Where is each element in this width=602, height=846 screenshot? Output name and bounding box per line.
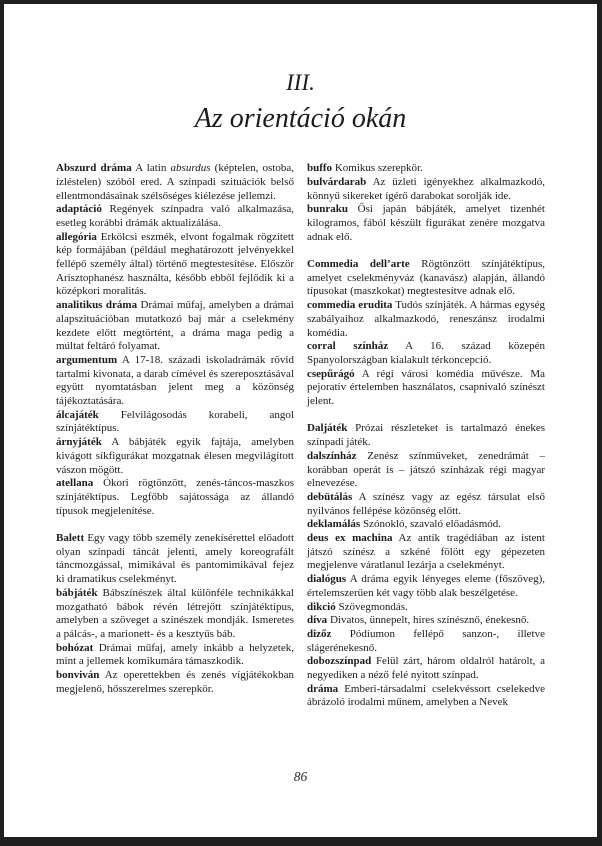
chapter-title: Az orientáció okán (194, 103, 407, 135)
glossary-columns (4, 162, 597, 710)
entry-term: álcajáték (56, 408, 99, 421)
glossary-entry: Balett Egy vagy több személy zenekísérettel előadott olyan színpadi táncát jelenti, amely koreografált táncmozgással, mimikával és pantomimikával fejez ki dramatikus cselekményt. (56, 532, 294, 586)
glossary-entry: buffo Komikus szerepkör. (307, 162, 423, 175)
entry-term: bunraku (307, 203, 348, 216)
entry-term: bábjáték (56, 586, 98, 599)
entry-term: corral színház (307, 340, 389, 353)
entry-term: árnyjáték (56, 436, 102, 449)
entry-term: adaptáció (56, 203, 102, 216)
glossary-entry: árnyjáték A bábjáték egyik fajtája, amelyben kivágott síkfigurákat mozgatnak élesen megvilágított vászon mögött. (56, 436, 294, 476)
page-number: 86 (293, 769, 308, 784)
entry-term: Abszurd dráma (56, 162, 132, 175)
glossary-entry: adaptáció Regények színpadra való alkalmazása, esetleg korábbi drámák aktualizálása. (56, 203, 294, 229)
entry-term: dizőz (307, 627, 332, 640)
glossary-entry: bulvárdarab Az üzleti igényekhez alkalmazkodó, könnyű sikereket ígérő darabokat sorolják ide. (307, 175, 545, 202)
entry-term: Balett (56, 532, 85, 545)
entry-term: commedia erudita (307, 299, 393, 312)
glossary-entry: argumentum A 17-18. századi iskoladrámák rövid tartalmi kivonata, a darab címével és szereposztásával együtt nyomtatásban jelent meg a közönség tájékoztatására. (56, 353, 294, 408)
chapter-number: III. (286, 70, 315, 95)
glossary-entry: csepűrágó A régi városi komédia művésze. Ma pejoratív értelemben használatos, csapnivaló színészt jelent. (307, 367, 545, 408)
entry-term: buffo (307, 162, 333, 175)
glossary-entry: commedia erudita Tudós színjáték. A hármas egység szabályaihoz alkalmazkodó, reneszánsz irodalmi komédia. (307, 299, 545, 339)
entry-term: bulvárdarab (307, 175, 367, 188)
entry-term: dobozszínpad (307, 655, 372, 668)
entry-term: dikció (307, 600, 336, 613)
glossary-column-left (56, 162, 294, 710)
glossary-entry: allegória Erkölcsi eszmék, elvont fogalmak rögzített kép formájában (például meghatározott jelvényekkel fellépő személy által) történő megtestesítése. Először Arisztophanész használta, később ebből fejlődik ki a középkori moralitás. (56, 230, 294, 298)
glossary-entry: bohózat Drámai műfaj, amely inkább a helyzetek, mint a jellemek komikumára támaszkodik. (56, 641, 294, 668)
entry-term: dialógus (307, 573, 347, 586)
entry-term: Daljáték (307, 422, 348, 435)
glossary-entry: dobozszínpad Felül zárt, három oldalról határolt, a negyediken a néző felé nyitott színpad. (307, 655, 545, 682)
entry-term: díva (307, 614, 328, 627)
entry-term: dalszínház (307, 449, 357, 462)
glossary-entry: díva Divatos, ünnepelt, híres színésznő, énekesnő. (307, 614, 530, 627)
entry-term: csepűrágó (307, 367, 355, 380)
glossary-entry: Daljáték Prózai részleteket is tartalmazó énekes színpadi játék. (307, 422, 545, 449)
entry-term: Commedia dell’arte (307, 258, 410, 270)
glossary-entry: corral színház A 16. század közepén Spanyolországban kialakult térkoncepció. (307, 340, 546, 366)
glossary-entry: deus ex machina Az antik tragédiában az istent játszó színész a szkéné fölött egy gépezeten megjelenve váratlanul lezárja a cselekményt. (307, 532, 545, 572)
entry-term: analitikus dráma (56, 299, 138, 312)
glossary-entry: dizőz Pódiumon fellépő sanzon-, illetve slágerénekesnő. (307, 627, 545, 654)
chapter-header (4, 4, 597, 135)
entry-term: deklamálás (307, 518, 361, 531)
glossary-column-right (307, 162, 545, 710)
glossary-entry: dalszínház Zenész színműveket, zenedrámát – korábban operát is – játszó színházak régi magyar elnevezése. (307, 449, 545, 490)
glossary-entry: analitikus dráma Drámai műfaj, amelyben a drámai alapszituációban mutatkozó baj már a cselekmény kezdete előtt megtörtént, a dráma maga pedig a múltat feltáró folyamat. (56, 299, 294, 353)
glossary-entry: dialógus A dráma egyik lényeges eleme (főszöveg), értelemszerűen két vagy több alak beszélgetése. (307, 573, 545, 599)
glossary-entry: dikció Szövegmondás. (307, 600, 408, 613)
entry-term: deus ex machina (307, 532, 393, 545)
glossary-entry: atellana Ókori rögtönzött, zenés-táncos-maszkos színjátéktípus. Legfőbb sajátossága az állandó típusok megjelenítése. (56, 477, 294, 517)
entry-italic-text: absurdus (170, 162, 211, 175)
entry-term: atellana (56, 477, 94, 490)
glossary-entry: Abszurd dráma A latin absurdus (képtelen, ostoba, ízléstelen) szóból ered. A színpadi szituációk belső ellentmondásainak szélsőséges kiélezése jellemzi. (56, 162, 294, 202)
entry-term: dráma (307, 682, 339, 695)
entry-term: bohózat (56, 641, 94, 654)
glossary-entry: álcajáték Felvilágosodás korabeli, angol színjátéktípus. (56, 408, 294, 435)
glossary-entry: Commedia dell’arte Rögtönzött színjátéktípus, amelyet cselekményváz (kanavász) alapján, állandó típusokat (maszkokat) megtestesítve adnak elő. (307, 258, 545, 298)
glossary-entry: bábjáték Bábszínészek által különféle technikákkal mozgatható bábok révén létrejött színjátéktípus, amelyben a szöveget a színészek mondják. Ismeretes a pálcás-, a marionett- és a kesztyűs báb. (56, 586, 294, 640)
entry-term: allegória (56, 230, 97, 243)
glossary-entry: dráma Emberi-társadalmi cselekvéssort cselekedve ábrázoló irodalmi műnem, amelyben a Nevek (307, 682, 545, 709)
glossary-entry: bunraku Ősi japán bábjáték, amelyet tizenhét kilogramos, fából készült figurákat zenére mozgatva adnak elő. (307, 203, 545, 243)
glossary-entry: deklamálás Szónokló, szavaló előadásmód. (307, 518, 502, 531)
glossary-entry: bonviván Az operettekben és zenés vígjátékokban megjelenő, hősszerelmes szerepkör. (56, 669, 294, 695)
glossary-entry: debütálás A színész vagy az egész társulat első nyilvános fellépése közönség előtt. (307, 490, 545, 517)
entry-term: argumentum (56, 353, 118, 366)
entry-term: debütálás (307, 490, 353, 503)
entry-term: bonviván (56, 669, 100, 682)
